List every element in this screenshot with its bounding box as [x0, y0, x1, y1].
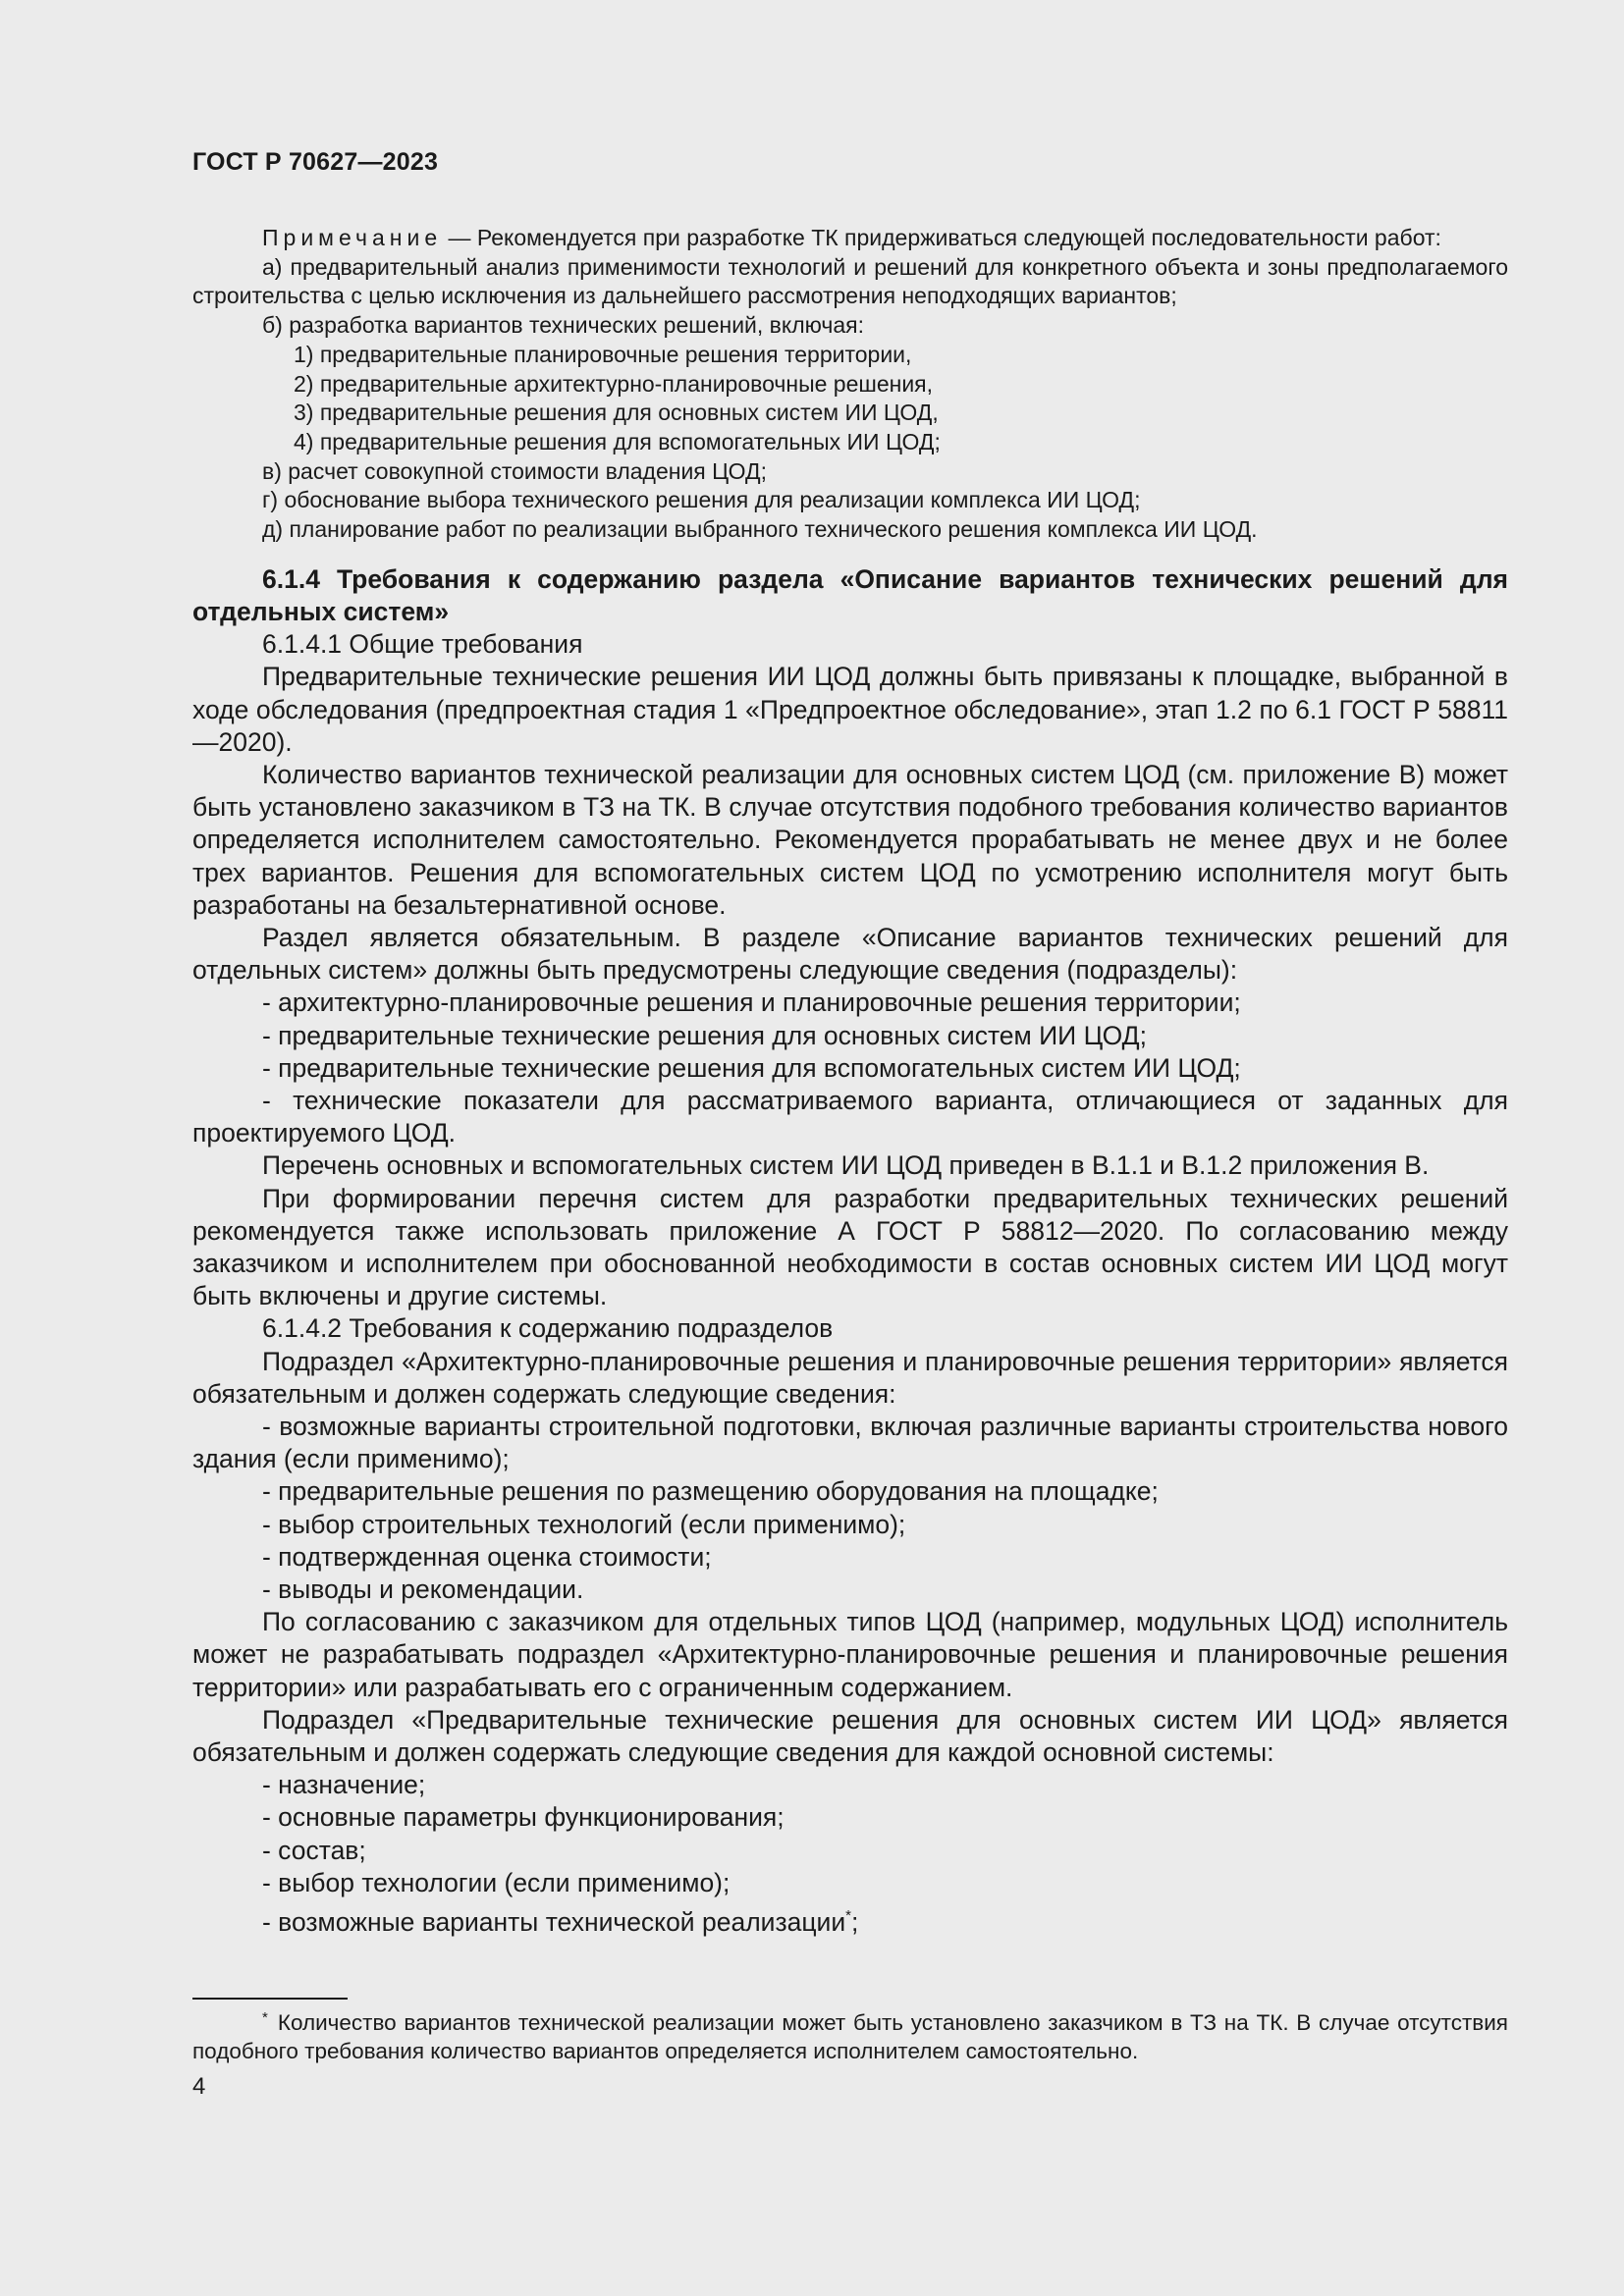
note-label: Примечание: [262, 225, 443, 250]
list-item: - предварительные решения по размещению оборудования на площадке;: [262, 1476, 1159, 1507]
note-item-g: г) обоснование выбора технического решения для реализации комплекса ИИ ЦОД;: [262, 487, 1141, 513]
page-number: 4: [192, 2073, 206, 2100]
list-item: - выбор строительных технологий (если применимо);: [262, 1509, 906, 1539]
footnote-body: Количество вариантов технической реализации может быть установлено заказчиком в ТЗ на ТК. В случае отсутствия подобного требования количество вариантов определяется исполнителем самостоятельно.: [192, 2010, 1508, 2063]
note-item-v: в) расчет совокупной стоимости владения ЦОД;: [262, 457, 767, 484]
page-content: [192, 224, 1508, 1939]
list-item: - выводы и рекомендации.: [262, 1575, 584, 1605]
list-item: - состав;: [262, 1835, 366, 1865]
note-item-a: а) предварительный анализ применимости технологий и решений для конкретного объекта и зоны предполагаемого строительства с целью исключения из дальнейшего рассмотрения неподходящих вариантов;: [192, 253, 1508, 309]
paragraph: По согласованию с заказчиком для отдельных типов ЦОД (например, модульных ЦОД) исполнитель может не разрабатывать подраздел «Архитектурно-планировочные решения и планировочные решения территории» или разрабатывать его с ограниченным содержанием.: [192, 1607, 1508, 1702]
list-item: - предварительные технические решения для основных систем ИИ ЦОД;: [262, 1020, 1147, 1050]
footnote-reference[interactable]: *: [845, 1907, 851, 1925]
list-item: - назначение;: [262, 1770, 426, 1800]
document-code-header: ГОСТ Р 70627—2023: [192, 148, 439, 176]
list-item: - подтвержденная оценка стоимости;: [262, 1541, 712, 1572]
note-item-d: д) планирование работ по реализации выбранного технического решения комплекса ИИ ЦОД.: [262, 516, 1258, 543]
list-item: - возможные варианты строительной подготовки, включая различные варианты строительства нового здания (если применимо);: [192, 1412, 1508, 1474]
footnote: [192, 2003, 1508, 2065]
list-item: - предварительные технические решения для вспомогательных систем ИИ ЦОД;: [262, 1052, 1241, 1083]
paragraph: При формировании перечня систем для разработки предварительных технических решений рекомендуется также использовать приложение А ГОСТ Р 58812—2020. По согласованию между заказчиком и исполнителем при обоснованной необходимости в состав основных систем ИИ ЦОД могут быть включены и другие системы.: [192, 1183, 1508, 1311]
note-item-b1: 1) предварительные планировочные решения территории,: [294, 341, 912, 367]
paragraph: Предварительные технические решения ИИ ЦОД должны быть привязаны к площадке, выбранной в ходе обследования (предпроектная стадия 1 «Предпроектное обследование», этап 1.2 по 6.1 ГОСТ Р 58811—2020).: [192, 662, 1508, 757]
list-item-end: ;: [850, 1907, 859, 1938]
note-item-b3: 3) предварительные решения для основных систем ИИ ЦОД,: [294, 400, 939, 426]
note-item-b2: 2) предварительные архитектурно-планировочные решения,: [294, 370, 934, 397]
section-body: [192, 563, 1508, 1940]
note-intro-text: — Рекомендуется при разработке ТК придерживаться следующей последовательности работ:: [442, 225, 1441, 250]
note-intro: [192, 224, 1508, 253]
footnote-text: [192, 2003, 1508, 2065]
list-item: - основные параметры функционирования;: [262, 1802, 785, 1833]
list-item: - архитектурно-планировочные решения и планировочные решения территории;: [262, 988, 1241, 1018]
list-item: - выбор технологии (если применимо);: [262, 1867, 731, 1897]
note-item-b: б) разработка вариантов технических решений, включая:: [262, 312, 864, 339]
paragraph: Подраздел «Предварительные технические решения для основных систем ИИ ЦОД» является обязательным и должен содержать следующие сведения для каждой основной системы:: [192, 1704, 1508, 1768]
footnote-mark: *: [262, 2009, 268, 2026]
note-block: [192, 224, 1508, 545]
subsection-title-content: 6.1.4.2 Требования к содержанию подразделов: [262, 1313, 834, 1344]
footnote-separator: [192, 1998, 348, 2000]
paragraph: Раздел является обязательным. В разделе «Описание вариантов технических решений для отдельных систем» должны быть предусмотрены следующие сведения (подразделы):: [192, 922, 1508, 986]
paragraph: Подраздел «Архитектурно-планировочные решения и планировочные решения территории» является обязательным и должен содержать следующие сведения:: [192, 1346, 1508, 1409]
list-item: - технические показатели для рассматриваемого варианта, отличающиеся от заданных для проектируемого ЦОД.: [192, 1085, 1508, 1148]
note-item-b4: 4) предварительные решения для вспомогательных ИИ ЦОД;: [294, 428, 941, 454]
section-heading: 6.1.4 Требования к содержанию раздела «Описание вариантов технических решений для отдельных систем»: [192, 563, 1508, 626]
paragraph: Количество вариантов технической реализации для основных систем ЦОД (см. приложение В) может быть установлено заказчиком в ТЗ на ТК. В случае отсутствия подобного требования количество вариантов определяется исполнителем самостоятельно. Рекомендуется прорабатывать не менее двух и не более трех вариантов. Решения для вспомогательных систем ЦОД по усмотрению исполнителя могут быть разработаны на безальтернативной основе.: [192, 759, 1508, 920]
list-item-text: - возможные варианты технической реализации: [262, 1907, 846, 1938]
subsection-title-general: 6.1.4.1 Общие требования: [262, 629, 583, 660]
list-item: [192, 1899, 1508, 1939]
paragraph: Перечень основных и вспомогательных систем ИИ ЦОД приведен в В.1.1 и В.1.2 приложения В.: [262, 1150, 1430, 1181]
